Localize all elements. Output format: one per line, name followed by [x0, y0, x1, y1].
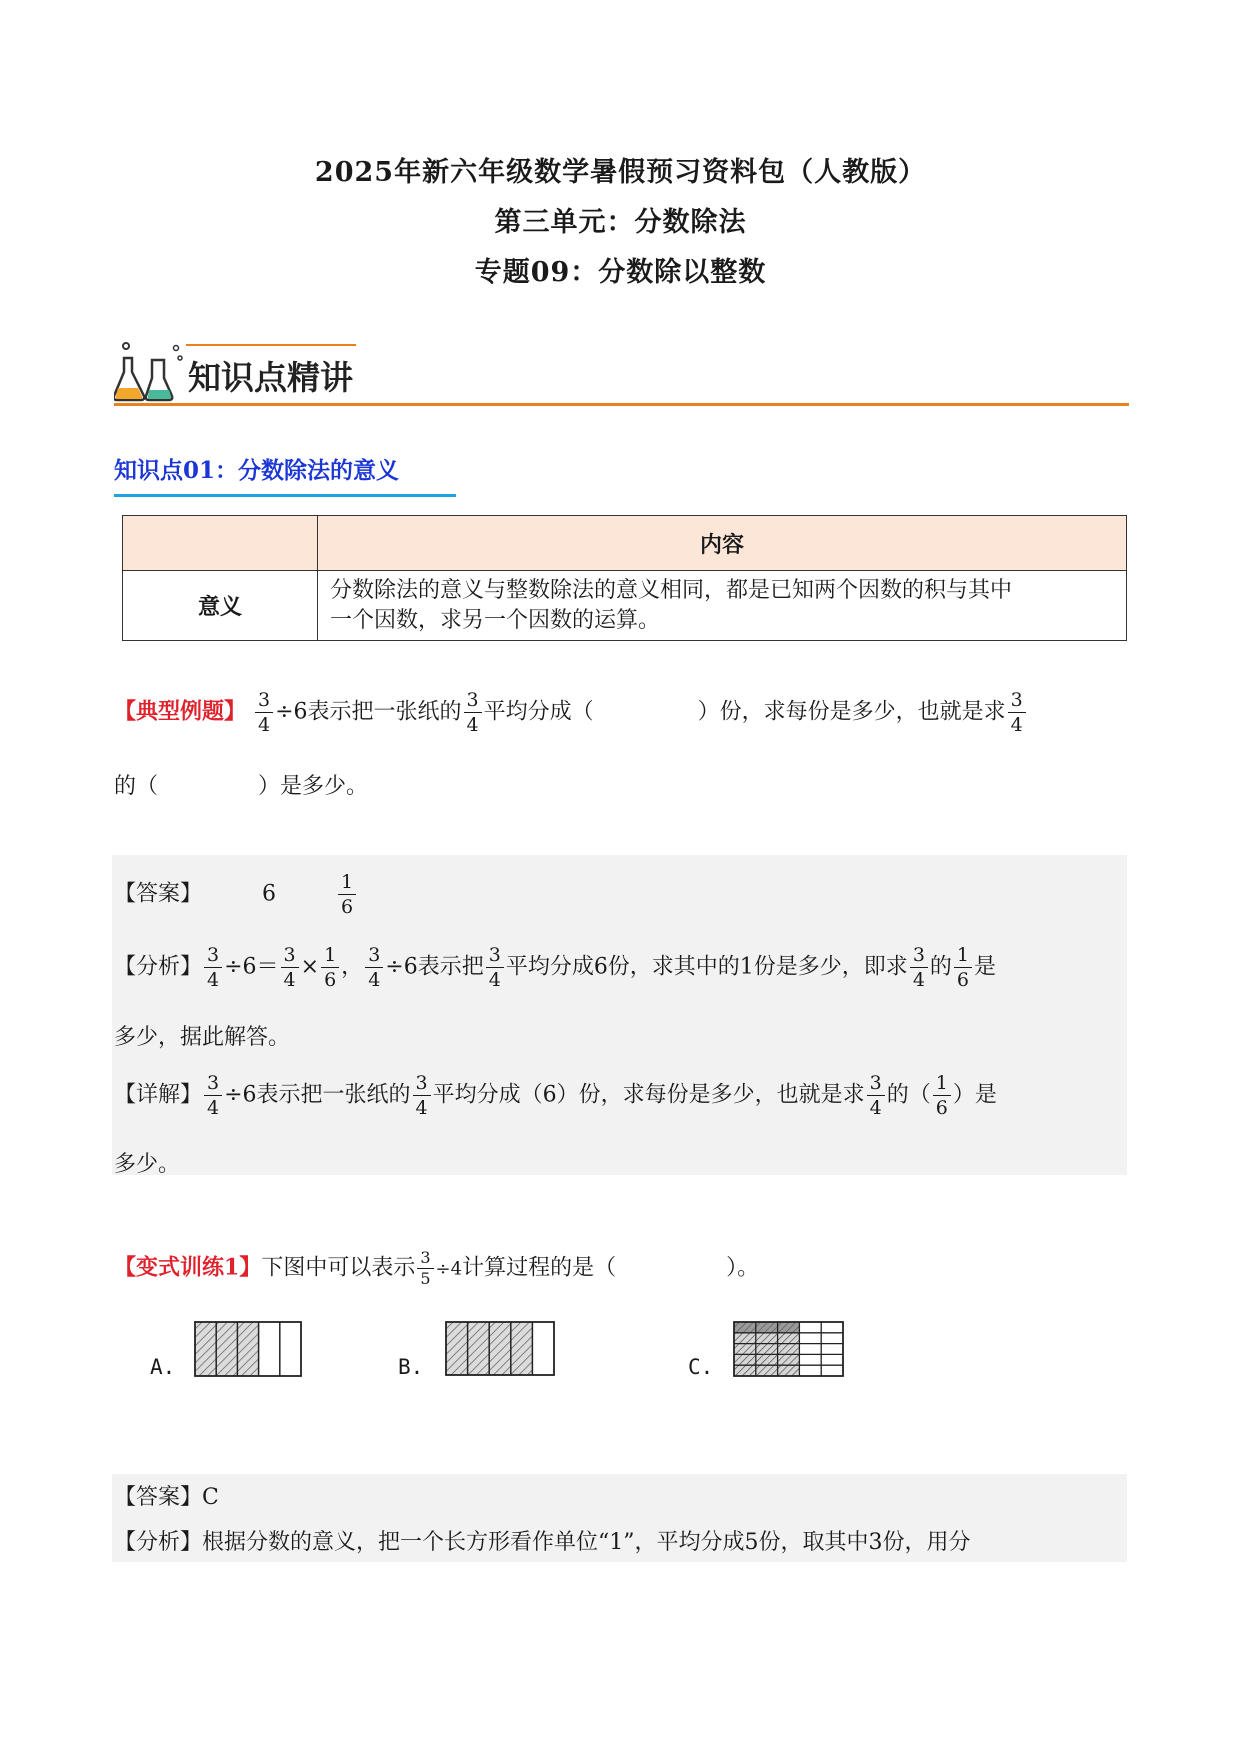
example-detail-line1: 【详解】 $\frac{3}{4}$ ÷6表示把一张纸的 $\frac{3}{4}$ 平均分成（6）份，求每份是多少，也就是求 $\frac{3}{4}$ 的（ $\frac{1}{6}$ ）是 — [114, 1072, 997, 1119]
practice-analysis: 【分析】根据分数的意义，把一个长方形看作单位“1”，平均分成5份，取其中3份，用分 — [114, 1530, 971, 1555]
fraction-3-5: $\frac{3}{5}$ — [417, 1250, 433, 1287]
practice-answer: 【答案】C — [114, 1485, 219, 1510]
option-a-figure[interactable] — [194, 1321, 302, 1377]
table-row-text-line1: 分数除法的意义与整数除法的意义相同，都是已知两个因数的积与其中 — [330, 577, 1013, 603]
knowledge-table — [122, 515, 1127, 641]
example-question-line2: 的（ ）是多少。 — [114, 774, 369, 799]
fraction-3-4: $\frac{3}{4}$ — [1008, 690, 1026, 735]
flask-beakers-icon — [114, 338, 184, 404]
example-analysis-line1: 【分析】 $\frac{3}{4}$ ÷6＝ $\frac{3}{4}$ × $\frac{1}{6}$ ， $\frac{3}{4}$ ÷6表示把 $\frac{3}{4}$ 平均分成6份，求其中的1份是多少，即求 $\frac{3}{4}$ 的 $\frac{1}{6}$ 是 — [114, 944, 997, 991]
example-analysis-line2: 多少，据此解答。 — [114, 1025, 291, 1050]
option-b-figure[interactable] — [445, 1321, 555, 1376]
knowledge-heading: 知识点01：分数除法的意义 — [114, 457, 400, 484]
table-row-label: 意义 — [123, 571, 318, 641]
banner-title: 知识点精讲 — [188, 358, 353, 397]
option-c-label[interactable]: C. — [688, 1355, 714, 1379]
heading-underline — [114, 494, 456, 497]
table-row-text — [318, 571, 1127, 641]
example-answer: 【答案】 6 $\frac{1}{6}$ — [114, 872, 358, 917]
table-row-text-line2: 一个因数，求另一个因数的运算。 — [330, 607, 661, 633]
practice-answer-value: C — [202, 1485, 219, 1510]
option-a-label[interactable]: A. — [150, 1355, 176, 1379]
answer-value-1: 6 — [262, 881, 277, 907]
banner-top-rule — [186, 344, 356, 346]
example-question-line1: 【典型例题】 $\frac{3}{4}$ ÷6表示把一张纸的 $\frac{3}{4}$ 平均分成（ ）份，求每份是多少，也就是求 $\frac{3}{4}$ — [114, 690, 1028, 735]
table-header-empty — [123, 516, 318, 571]
fraction-3-4: $\frac{3}{4}$ — [464, 690, 482, 735]
answer-fraction-1-6: $\frac{1}{6}$ — [338, 872, 356, 917]
option-c-figure[interactable] — [733, 1321, 844, 1377]
practice-question: 【变式训练1】下图中可以表示 $\frac{3}{5}$ ÷4计算过程的是（ ）。 — [114, 1248, 760, 1288]
unit-title: 第三单元：分数除法 — [494, 207, 747, 238]
doc-title: 2025年新六年级数学暑假预习资料包（人教版） — [314, 157, 927, 188]
banner — [114, 338, 1129, 408]
banner-underline — [114, 403, 1129, 406]
example-tag: 【典型例题】 — [114, 698, 247, 725]
example-detail-line2: 多少。 — [114, 1152, 181, 1177]
fraction-3-4: $\frac{3}{4}$ — [255, 690, 273, 735]
topic-title: 专题09：分数除以整数 — [474, 257, 767, 288]
practice-tag: 【变式训练1】 — [114, 1254, 262, 1281]
option-b-label[interactable]: B. — [398, 1355, 424, 1379]
table-header-content: 内容 — [318, 516, 1127, 571]
